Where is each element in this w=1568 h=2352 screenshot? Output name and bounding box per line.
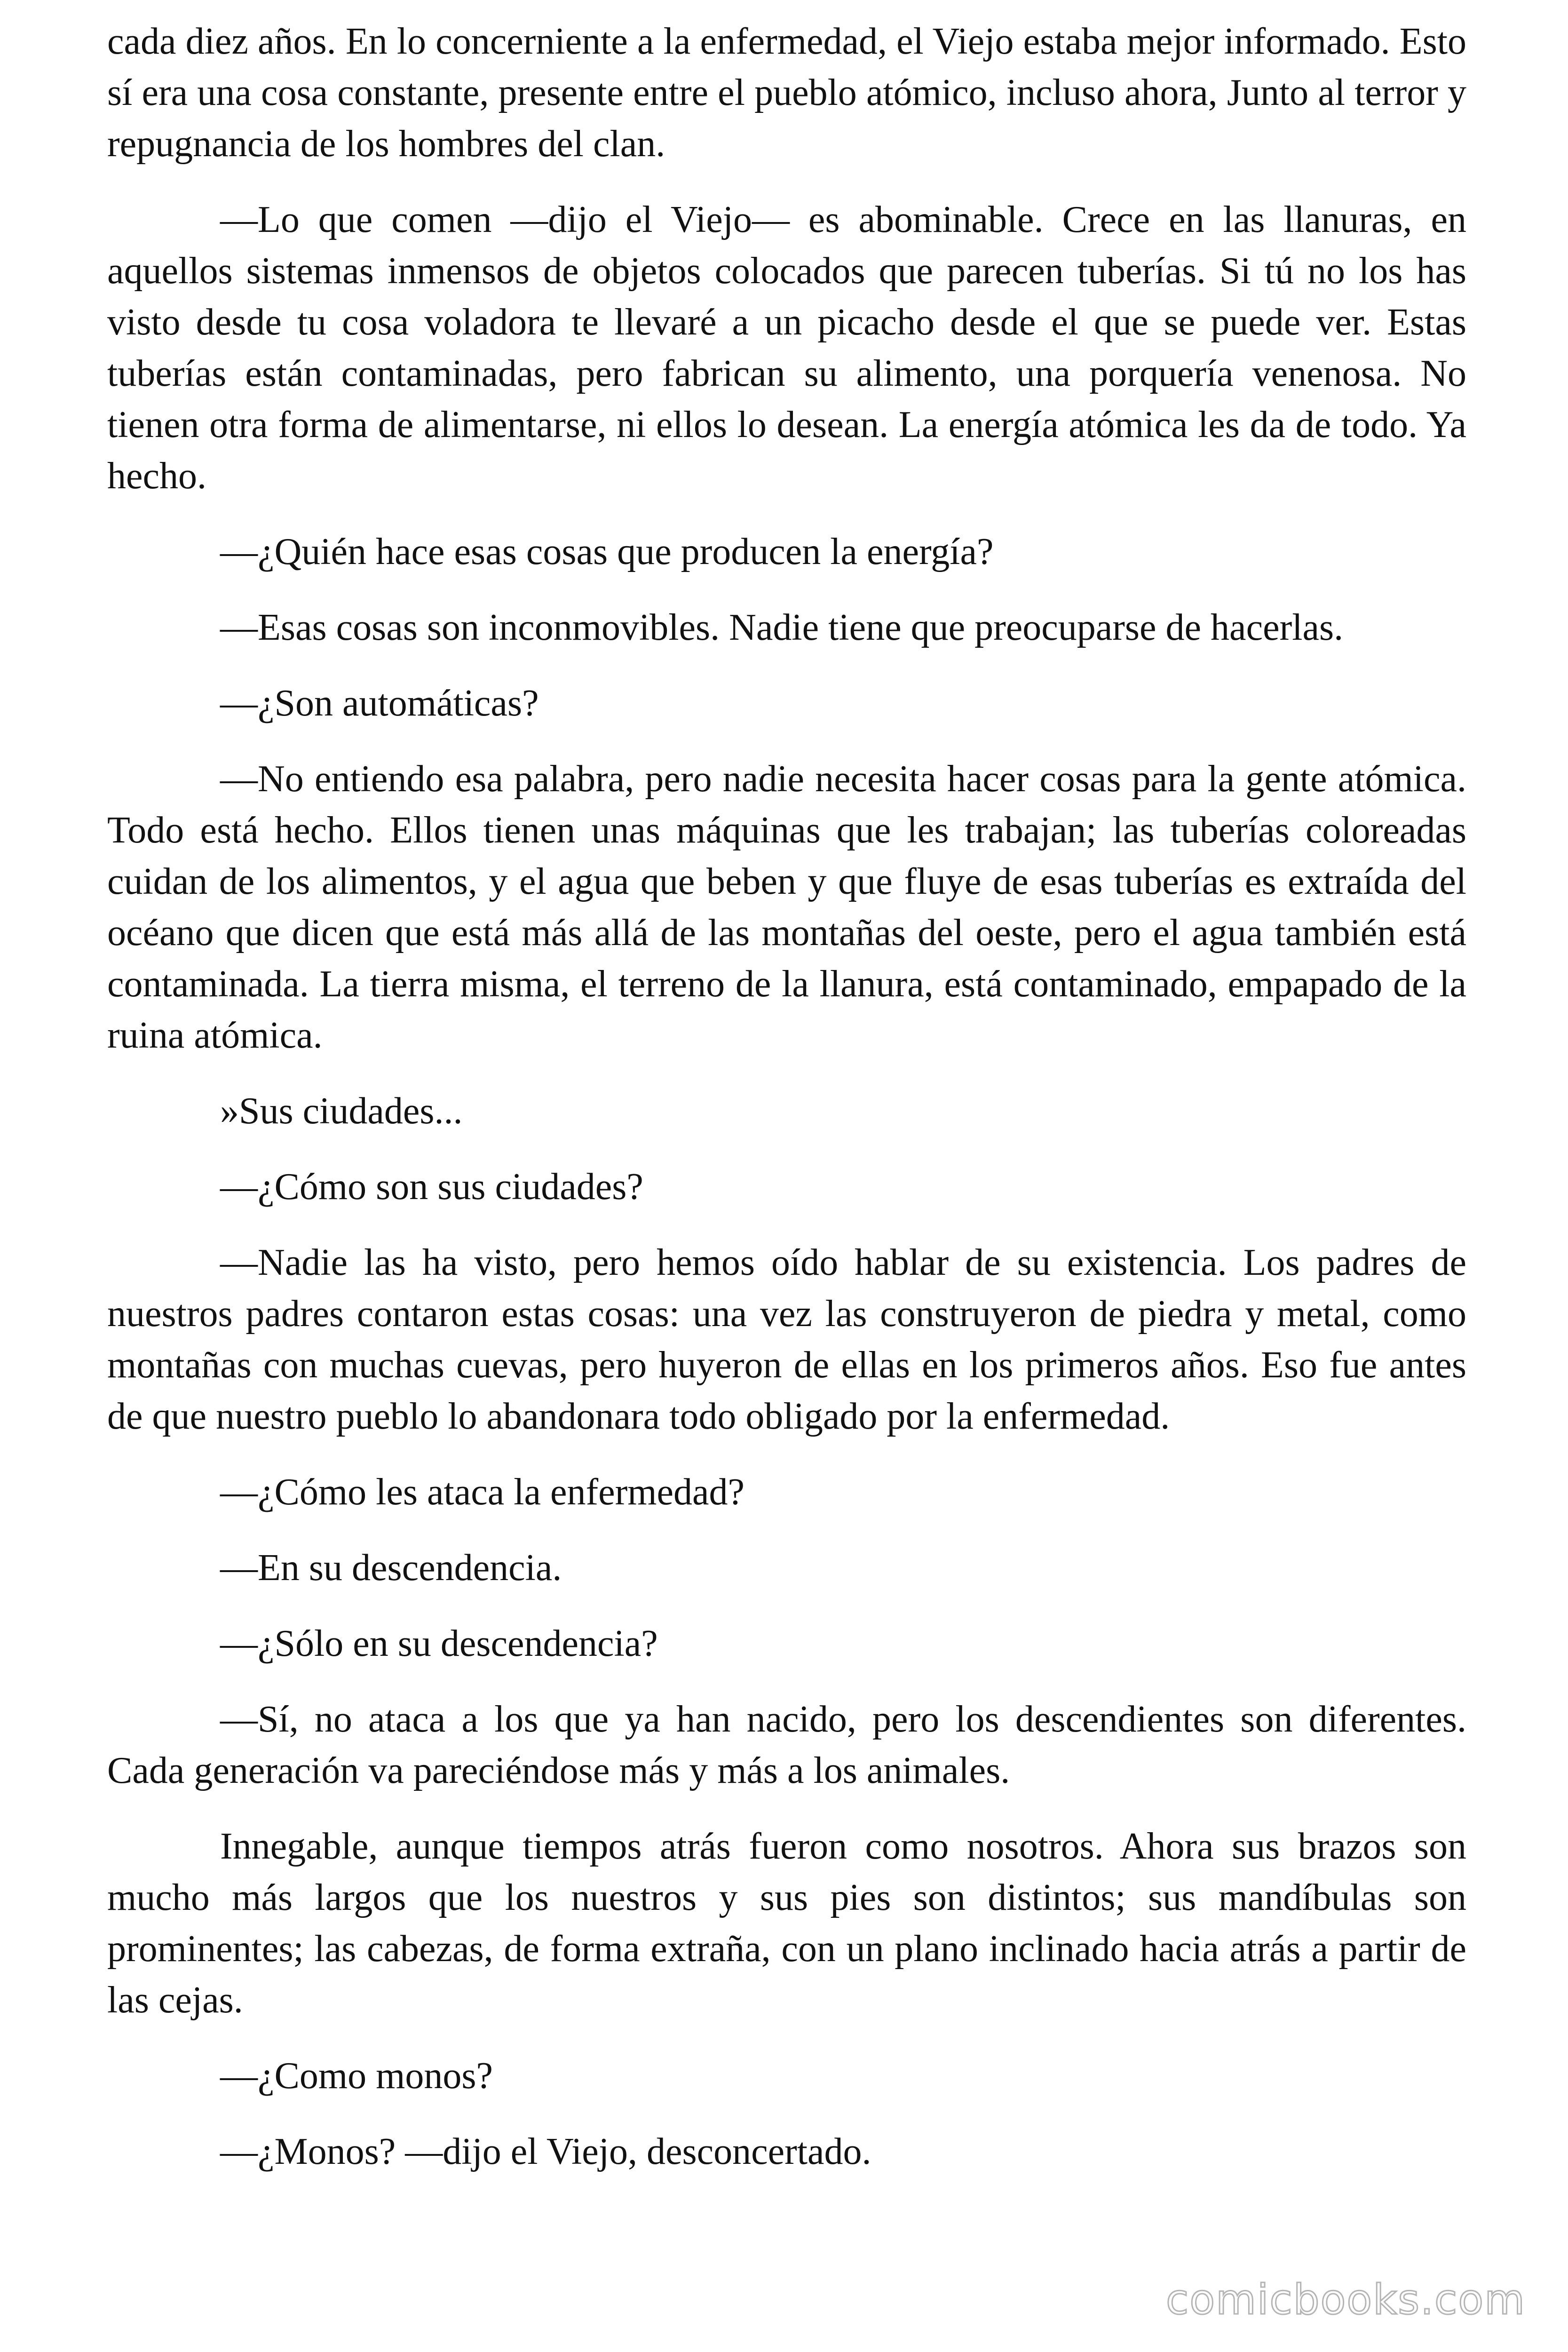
paragraph: —Nadie las ha visto, pero hemos oído hablar de su existencia. Los padres de nuestros padres contaron estas cosas: una vez las construyeron de piedra y metal, como montañas con muchas cuevas, pero huyeron de ellas en los primeros años. Eso fue antes de que nuestro pueblo lo abandonara todo obligado por la enfermedad.	[107, 1242, 1466, 1437]
paragraph: —¿Quién hace esas cosas que producen la energía?	[220, 531, 994, 572]
paragraph: —¿Sólo en su descendencia?	[220, 1623, 658, 1664]
paragraph: —¿Como monos?	[220, 2055, 493, 2097]
paragraph: —¿Monos? —dijo el Viejo, desconcertado.	[220, 2131, 871, 2172]
paragraph: Innegable, aunque tiempos atrás fueron como nosotros. Ahora sus brazos son mucho más largos que los nuestros y sus pies son distintos; sus mandíbulas son prominentes; las cabezas, de forma extraña, con un plano inclinado hacia atrás a partir de las cejas.	[107, 1826, 1466, 2021]
paragraph: cada diez años. En lo concerniente a la enfermedad, el Viejo estaba mejor informado. Esto sí era una cosa constante, presente entre el pueblo atómico, incluso ahora, Junto al terror y repugnancia de los hombres del clan.	[107, 21, 1466, 165]
paragraph: —¿Cómo les ataca la enfermedad?	[220, 1471, 744, 1513]
watermark: comicbooks.com	[1165, 2275, 1526, 2324]
paragraph: —Sí, no ataca a los que ya han nacido, pero los descendientes son diferentes. Cada generación va pareciéndose más y más a los animales.	[107, 1699, 1466, 1791]
paragraph: —No entiendo esa palabra, pero nadie necesita hacer cosas para la gente atómica. Todo está hecho. Ellos tienen unas máquinas que les trabajan; las tuberías coloreadas cuidan de los alimentos, y el agua que beben y que fluye de esas tuberías es extraída del océano que dicen que está más allá de las montañas del oeste, pero el agua también está contaminada. La tierra misma, el terreno de la llanura, está contaminado, empapado de la ruina atómica.	[107, 758, 1466, 1056]
paragraph: —Esas cosas son inconmovibles. Nadie tiene que preocuparse de hacerlas.	[220, 607, 1344, 648]
paragraph: —Lo que comen —dijo el Viejo— es abominable. Crece en las llanuras, en aquellos sistemas inmensos de objetos colocados que parecen tuberías. Si tú no los has visto desde tu cosa voladora te llevaré a un picacho desde el que se puede ver. Estas tuberías están contaminadas, pero fabrican su alimento, una porquería venenosa. No tienen otra forma de alimentarse, ni ellos lo desean. La energía atómica les da de todo. Ya hecho.	[107, 199, 1466, 497]
paragraph: —¿Cómo son sus ciudades?	[220, 1166, 643, 1208]
paragraph: —En su descendencia.	[220, 1547, 562, 1589]
page-body	[107, 16, 1466, 2202]
paragraph: »Sus ciudades...	[220, 1090, 463, 1132]
paragraph: —¿Son automáticas?	[220, 683, 539, 724]
